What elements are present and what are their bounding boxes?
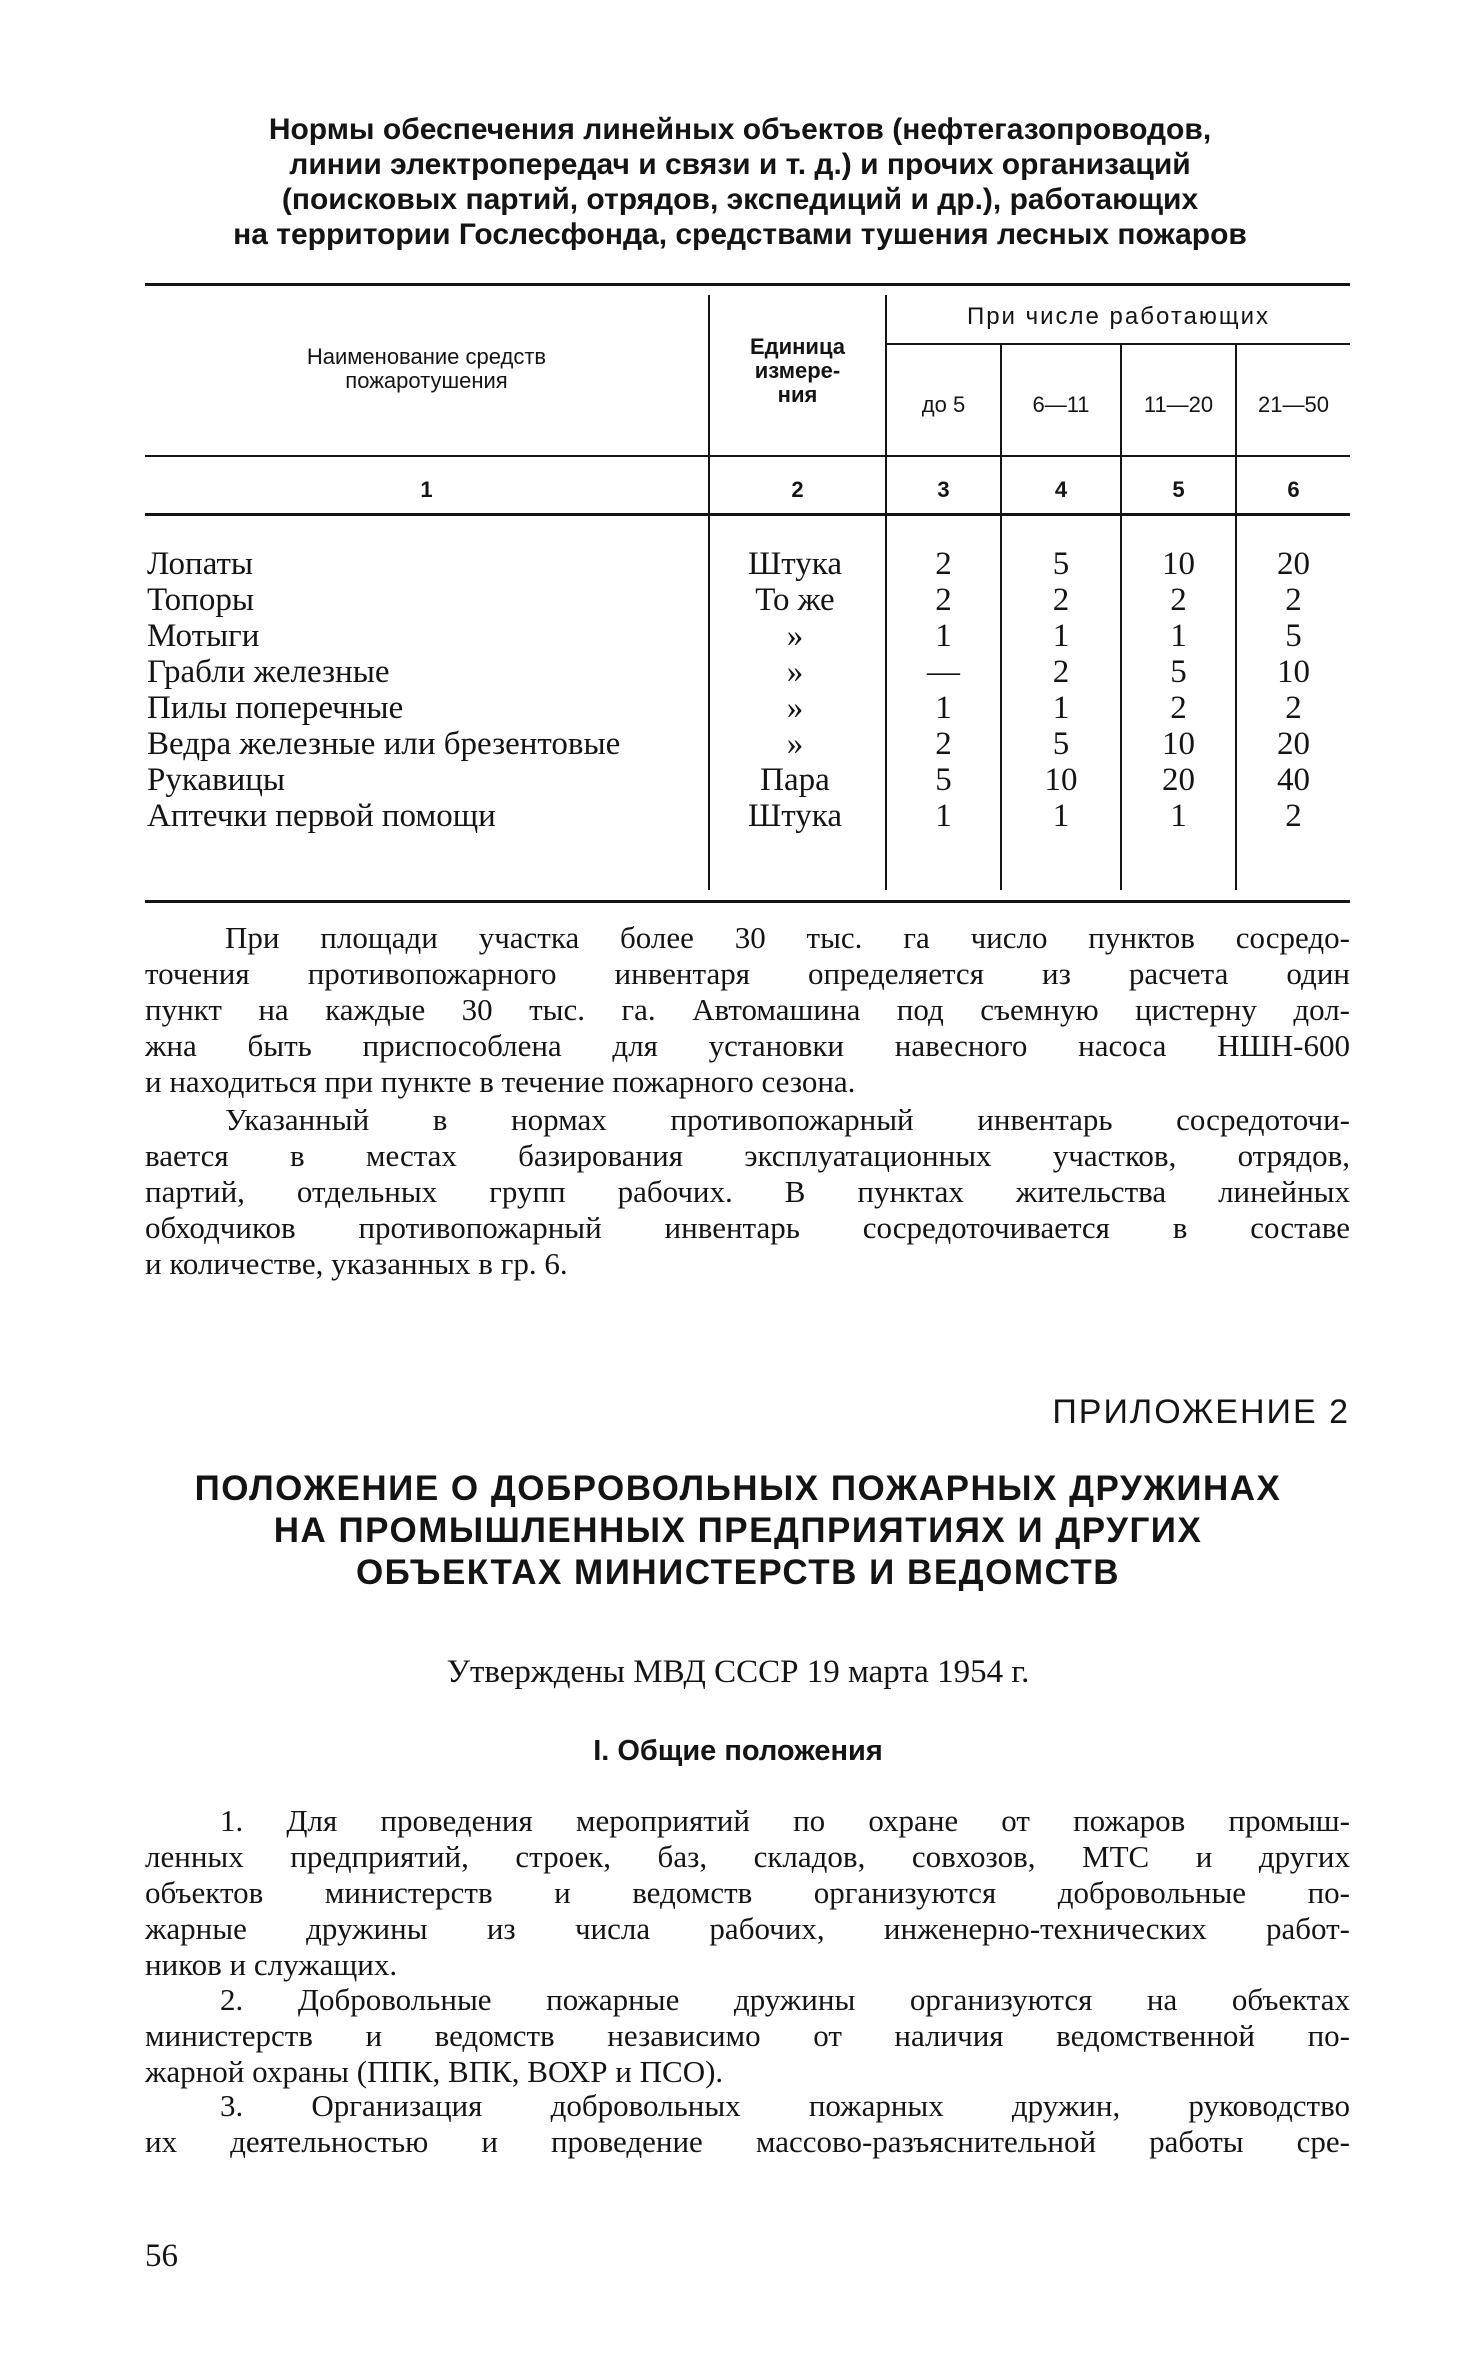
row-unit: »	[786, 654, 804, 690]
text-line: ников и служащих.	[145, 1947, 398, 1982]
text-line: точения противопожарного инвентаря определяется из расчета один	[145, 956, 1350, 991]
row-name: Аптечки первой помощи	[147, 798, 496, 834]
table-title	[140, 112, 1340, 252]
table-title-line: Нормы обеспечения линейных объектов (нефтегазопроводов,	[268, 113, 1212, 146]
row-value: 2	[1285, 690, 1302, 726]
row-value: 2	[935, 726, 952, 762]
row-value: 5	[1052, 726, 1070, 762]
row-name: Грабли железные	[147, 654, 390, 690]
table-row	[145, 798, 1350, 834]
header-col: 6—11	[1032, 392, 1090, 417]
row-value: 1	[935, 690, 952, 726]
text-line: их деятельностью и проведение массово-разъяснительной работы сре-	[145, 2124, 1350, 2159]
text-line: 2. Добровольные пожарные дружины организуются на объектах	[220, 1982, 1350, 2017]
appendix-heading	[100, 1468, 1376, 1594]
table-row	[145, 762, 1350, 798]
header-col: 21—50	[1258, 392, 1329, 417]
header-col: до 5	[921, 392, 966, 417]
text-line: министерств и ведомств независимо от наличия ведомственной по-	[145, 2018, 1350, 2053]
row-value: 10	[1162, 726, 1195, 762]
item-2	[145, 1982, 1350, 2090]
header-col: 11—20	[1143, 392, 1214, 417]
row-name: Мотыги	[147, 618, 260, 654]
header-rule	[145, 455, 1350, 457]
heading-line: ПОЛОЖЕНИЕ О ДОБРОВОЛЬНЫХ ПОЖАРНЫХ ДРУЖИНАХ	[194, 1469, 1282, 1508]
colnum-rule	[145, 513, 1350, 516]
row-unit: Штука	[748, 546, 842, 582]
text-line: и количестве, указанных в гр. 6.	[145, 1246, 568, 1281]
row-value: 5	[1170, 654, 1187, 690]
col-number: 2	[791, 477, 804, 502]
text-line: 1. Для проведения мероприятий по охране от пожаров промыш-	[220, 1803, 1350, 1838]
table-title-line: линии электропередач и связи и т. д.) и прочих организаций	[289, 148, 1191, 181]
row-value: —	[927, 654, 960, 690]
row-value: 10	[1162, 546, 1195, 582]
row-unit: »	[786, 618, 804, 654]
group-rule	[885, 343, 1350, 345]
text-line: вается в местах базирования эксплуатационных участков, отрядов,	[145, 1138, 1350, 1173]
row-value: 2	[935, 582, 952, 618]
text-line: обходчиков противопожарный инвентарь сосредоточивается в составе	[145, 1210, 1350, 1245]
text-line: жарные дружины из числа рабочих, инженерно-технических работ-	[145, 1911, 1350, 1946]
header-name	[145, 345, 708, 393]
row-value: 1	[1052, 690, 1070, 726]
heading-line: НА ПРОМЫШЛЕННЫХ ПРЕДПРИЯТИЯХ И ДРУГИХ	[273, 1511, 1203, 1550]
row-value: 1	[1052, 618, 1070, 654]
row-value: 2	[1285, 798, 1302, 834]
row-value: 5	[1285, 618, 1302, 654]
row-value: 2	[935, 546, 952, 582]
appendix-label: ПРИЛОЖЕНИЕ 2	[1052, 1393, 1350, 1431]
table-row	[145, 654, 1350, 690]
row-unit: Пара	[760, 762, 830, 798]
table-row	[145, 618, 1350, 654]
col-number: 6	[1287, 477, 1300, 502]
row-value: 5	[1052, 546, 1070, 582]
table-row	[145, 690, 1350, 726]
section-title: I. Общие положения	[593, 1735, 883, 1767]
text-line: партий, отдельных групп рабочих. В пунктах жительства линейных	[145, 1174, 1350, 1209]
heading-line: ОБЪЕКТАХ МИНИСТЕРСТВ И ВЕДОМСТВ	[355, 1553, 1121, 1592]
row-value: 20	[1277, 546, 1310, 582]
row-value: 10	[1277, 654, 1310, 690]
norms-table	[145, 283, 1350, 903]
row-value: 20	[1277, 726, 1310, 762]
text-line: Указанный в нормах противопожарный инвентарь сосредоточи-	[225, 1102, 1350, 1137]
col-number: 3	[937, 477, 950, 502]
item-3	[145, 2088, 1350, 2160]
row-value: 2	[1285, 582, 1302, 618]
table-title-line: (поисковых партий, отрядов, экспедиций и др.), работающих	[281, 183, 1199, 216]
table-bottom-rule	[145, 900, 1350, 903]
row-value: 1	[935, 798, 952, 834]
approval-note: Утверждены МВД СССР 19 марта 1954 г.	[446, 1654, 1030, 1690]
text-line: ленных предприятий, строек, баз, складов, совхозов, МТС и других	[145, 1839, 1350, 1874]
table-row	[145, 546, 1350, 582]
page-number: 56	[145, 2238, 178, 2274]
row-value: 1	[1052, 798, 1070, 834]
table-row	[145, 726, 1350, 762]
row-value: 2	[1052, 582, 1070, 618]
paragraph-area-rules	[145, 920, 1350, 1100]
row-value: 1	[935, 618, 952, 654]
row-name: Лопаты	[147, 546, 254, 582]
row-value: 5	[935, 762, 952, 798]
table-row	[145, 582, 1350, 618]
header-unit-line: Единица	[749, 334, 845, 359]
col-number: 1	[420, 477, 433, 502]
row-name: Топоры	[147, 582, 255, 618]
header-unit-line: ния	[777, 382, 818, 407]
table-top-rule	[145, 283, 1350, 286]
row-name: Ведра железные или брезентовые	[147, 726, 621, 762]
row-unit: »	[786, 690, 804, 726]
header-unit-line: измере-	[754, 358, 841, 383]
header-unit	[710, 335, 885, 407]
text-line: жна быть приспособлена для установки навесного насоса НШН-600	[145, 1028, 1350, 1063]
table-title-line: на территории Гослесфонда, средствами тушения лесных пожаров	[233, 218, 1247, 251]
col-number: 4	[1054, 477, 1068, 502]
paragraph-inventory	[145, 1102, 1350, 1282]
row-value: 2	[1052, 654, 1070, 690]
text-line: и находиться при пункте в течение пожарного сезона.	[145, 1064, 856, 1099]
text-line: 3. Организация добровольных пожарных дружин, руководство	[220, 2088, 1350, 2123]
header-name-line: Наименование средств	[306, 344, 547, 369]
text-line: пункт на каждые 30 тыс. га. Автомашина под съемную цистерну дол-	[145, 992, 1350, 1027]
row-unit: Штука	[748, 798, 842, 834]
row-value: 2	[1170, 582, 1187, 618]
col-number: 5	[1172, 477, 1185, 502]
item-1	[145, 1803, 1350, 1983]
row-name: Пилы поперечные	[147, 690, 404, 726]
row-value: 20	[1162, 762, 1195, 798]
text-line: При площади участка более 30 тыс. га число пунктов сосредо-	[225, 920, 1350, 955]
text-line: объектов министерств и ведомств организуются добровольные по-	[145, 1875, 1350, 1910]
header-group: При числе работающих	[966, 303, 1271, 330]
row-unit: »	[786, 726, 804, 762]
row-unit: То же	[755, 582, 835, 618]
row-value: 2	[1170, 690, 1187, 726]
row-value: 1	[1170, 798, 1187, 834]
row-name: Рукавицы	[147, 762, 286, 798]
row-value: 40	[1277, 762, 1310, 798]
row-value: 10	[1044, 762, 1078, 798]
header-name-line: пожаротушения	[345, 368, 508, 393]
text-line: жарной охраны (ППК, ВПК, ВОХР и ПСО).	[145, 2054, 724, 2089]
row-value: 1	[1170, 618, 1187, 654]
